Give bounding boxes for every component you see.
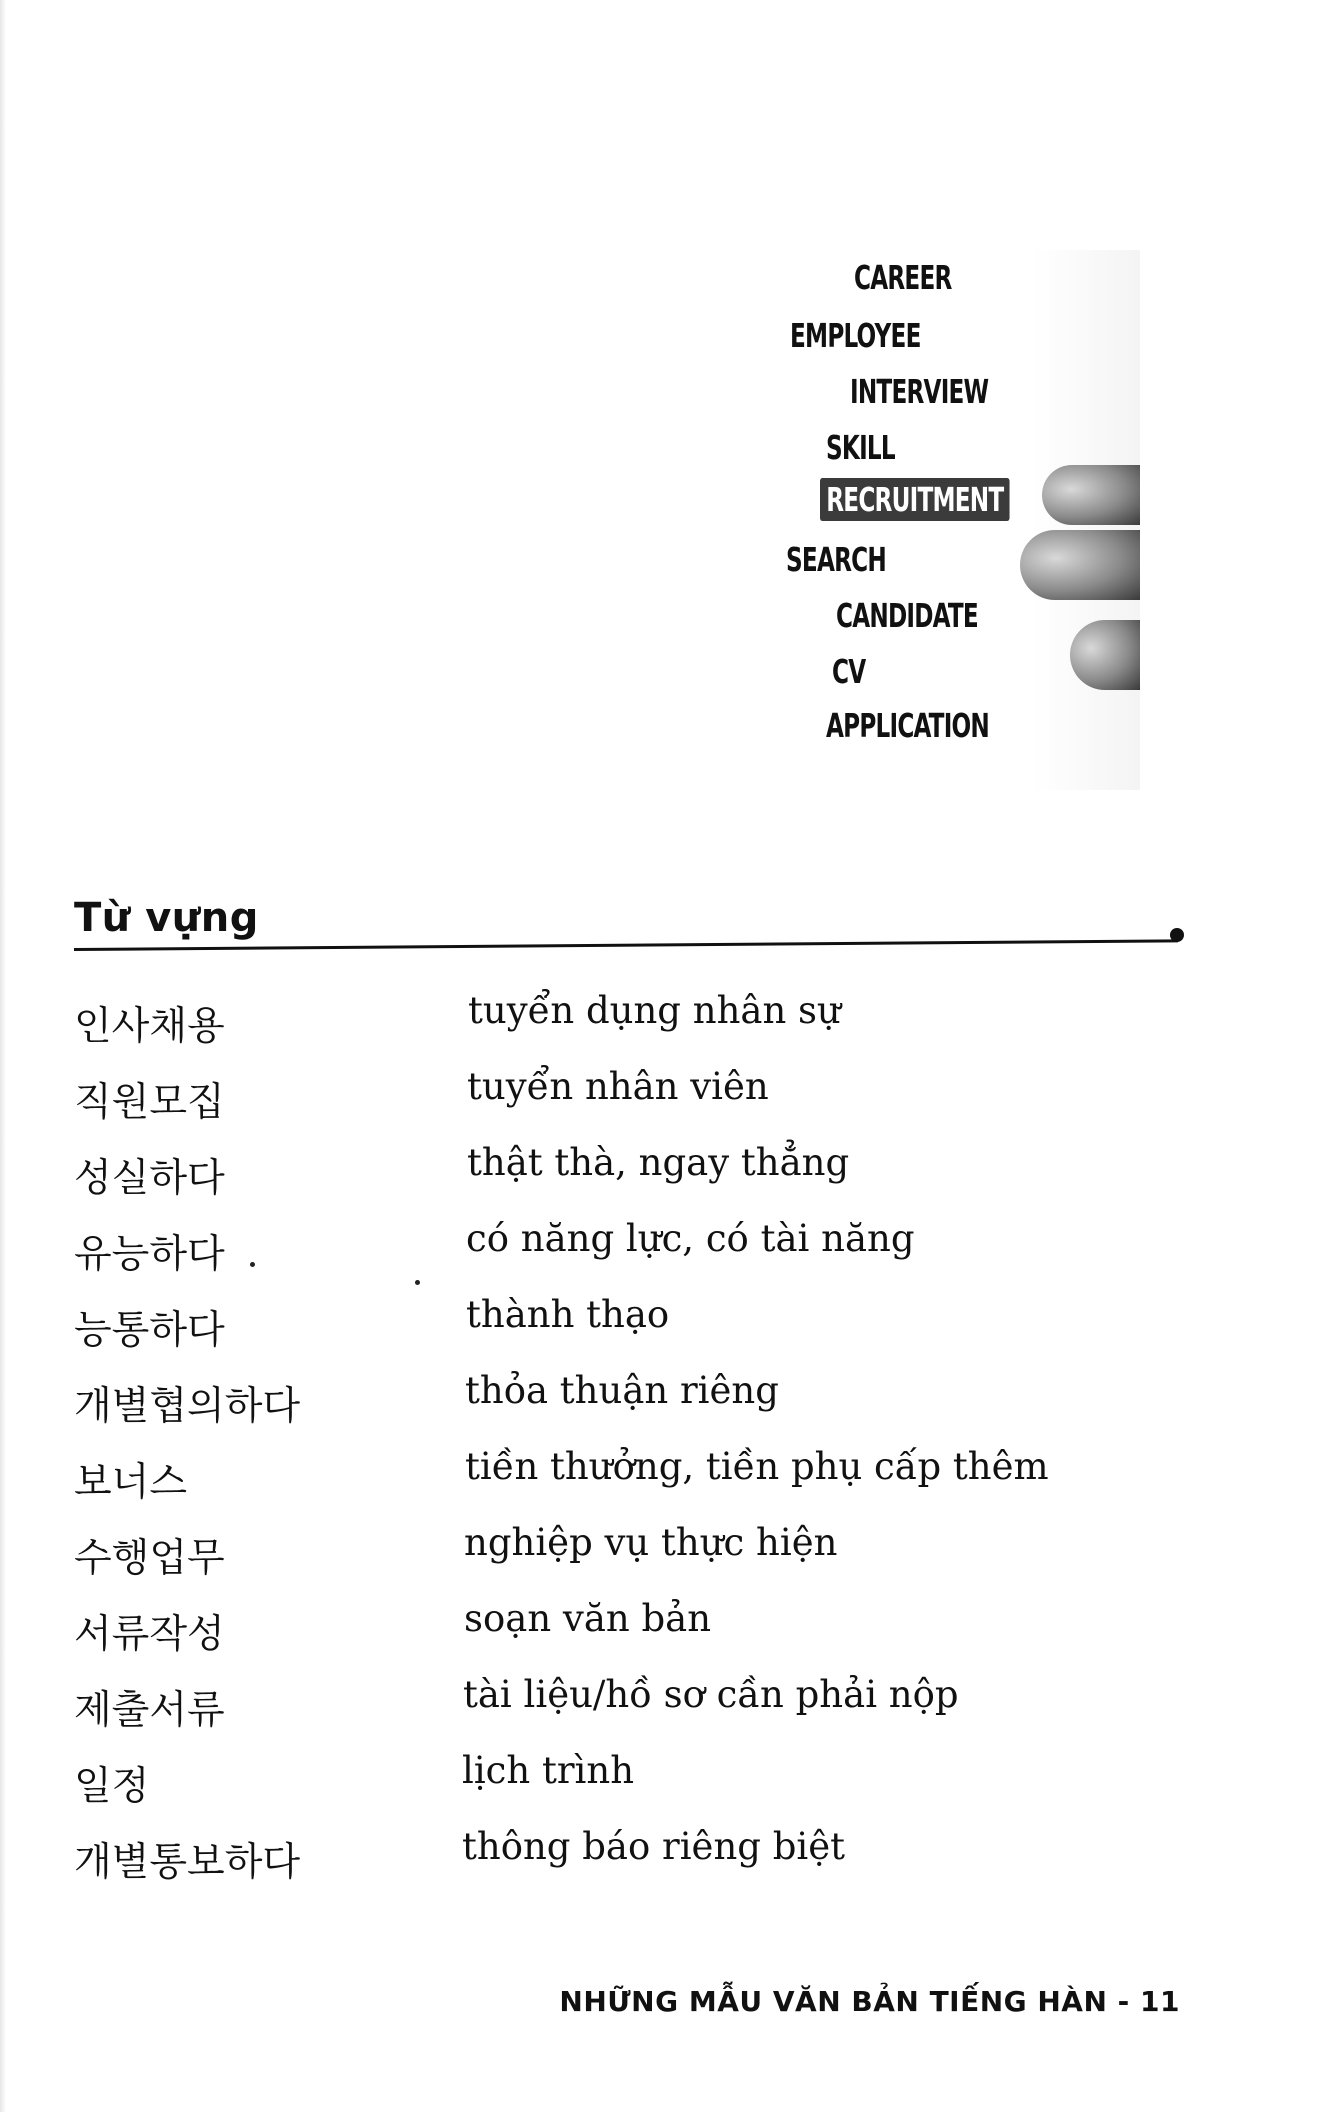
vocab-vietnamese: tiền thưởng, tiền phụ cấp thêm xyxy=(465,1445,1049,1488)
vocab-vietnamese: tuyển dụng nhân sự xyxy=(468,989,841,1032)
vocab-row xyxy=(74,1597,1174,1663)
vocab-vietnamese: soạn văn bản xyxy=(464,1597,712,1640)
vocab-row xyxy=(74,1749,1174,1815)
vocab-vietnamese: nghiệp vụ thực hiện xyxy=(464,1521,838,1564)
vocab-row xyxy=(74,1065,1174,1131)
vocab-vietnamese: thỏa thuận riêng xyxy=(465,1369,779,1412)
illus-word-recruitment: RECRUITMENT xyxy=(820,478,1010,521)
vocab-vietnamese: tài liệu/hồ sơ cần phải nộp xyxy=(463,1673,959,1716)
illus-word-candidate: CANDIDATE xyxy=(836,596,978,635)
illus-word-skill: SKILL xyxy=(826,428,895,467)
vocab-korean: 제출서류 xyxy=(74,1688,225,1733)
vocab-korean: 보너스 xyxy=(74,1460,188,1505)
print-speck xyxy=(415,1280,420,1285)
vocab-korean: 성실하다 xyxy=(74,1156,225,1201)
vocabulary-heading: Từ vựng xyxy=(74,895,259,941)
vocab-korean: 일정 xyxy=(74,1764,150,1809)
vocab-korean: 개별협의하다 xyxy=(74,1384,301,1429)
illus-word-interview: INTERVIEW xyxy=(850,372,989,411)
vocab-row xyxy=(74,989,1174,1055)
vocab-korean: 인사채용 xyxy=(74,1004,225,1049)
vocab-korean: 직원모집 xyxy=(74,1080,225,1125)
illus-word-application: APPLICATION xyxy=(826,706,990,745)
vocab-row xyxy=(74,1673,1174,1739)
page-footer: NHỮNG MẪU VĂN BẢN TIẾNG HÀN - 11 xyxy=(559,1985,1180,2018)
vocab-korean: 유능하다 xyxy=(74,1232,225,1277)
vocab-row xyxy=(74,1445,1174,1511)
vocab-korean: 개별통보하다 xyxy=(74,1840,301,1885)
vocab-vietnamese: tuyển nhân viên xyxy=(467,1065,769,1108)
vocab-row xyxy=(74,1825,1174,1891)
illus-word-career: CAREER xyxy=(854,258,952,297)
vocab-row xyxy=(74,1521,1174,1587)
vocab-vietnamese: lịch trình xyxy=(462,1749,635,1792)
print-speck xyxy=(250,1262,255,1267)
illus-word-cv: CV xyxy=(832,652,866,691)
illus-word-employee: EMPLOYEE xyxy=(790,316,921,355)
vocab-vietnamese: thành thạo xyxy=(466,1293,670,1336)
vocab-row xyxy=(74,1141,1174,1207)
vocab-row xyxy=(74,1217,1174,1283)
vocab-korean: 서류작성 xyxy=(74,1612,225,1657)
vocab-row xyxy=(74,1293,1174,1359)
vocab-korean: 능통하다 xyxy=(74,1308,225,1353)
vocab-row xyxy=(74,1369,1174,1435)
vocab-korean: 수행업무 xyxy=(74,1536,225,1581)
illus-word-search: SEARCH xyxy=(786,540,886,579)
vocab-vietnamese: thông báo riêng biệt xyxy=(462,1825,846,1868)
vocab-vietnamese: có năng lực, có tài năng xyxy=(466,1217,915,1260)
vocab-vietnamese: thật thà, ngay thẳng xyxy=(467,1141,850,1184)
